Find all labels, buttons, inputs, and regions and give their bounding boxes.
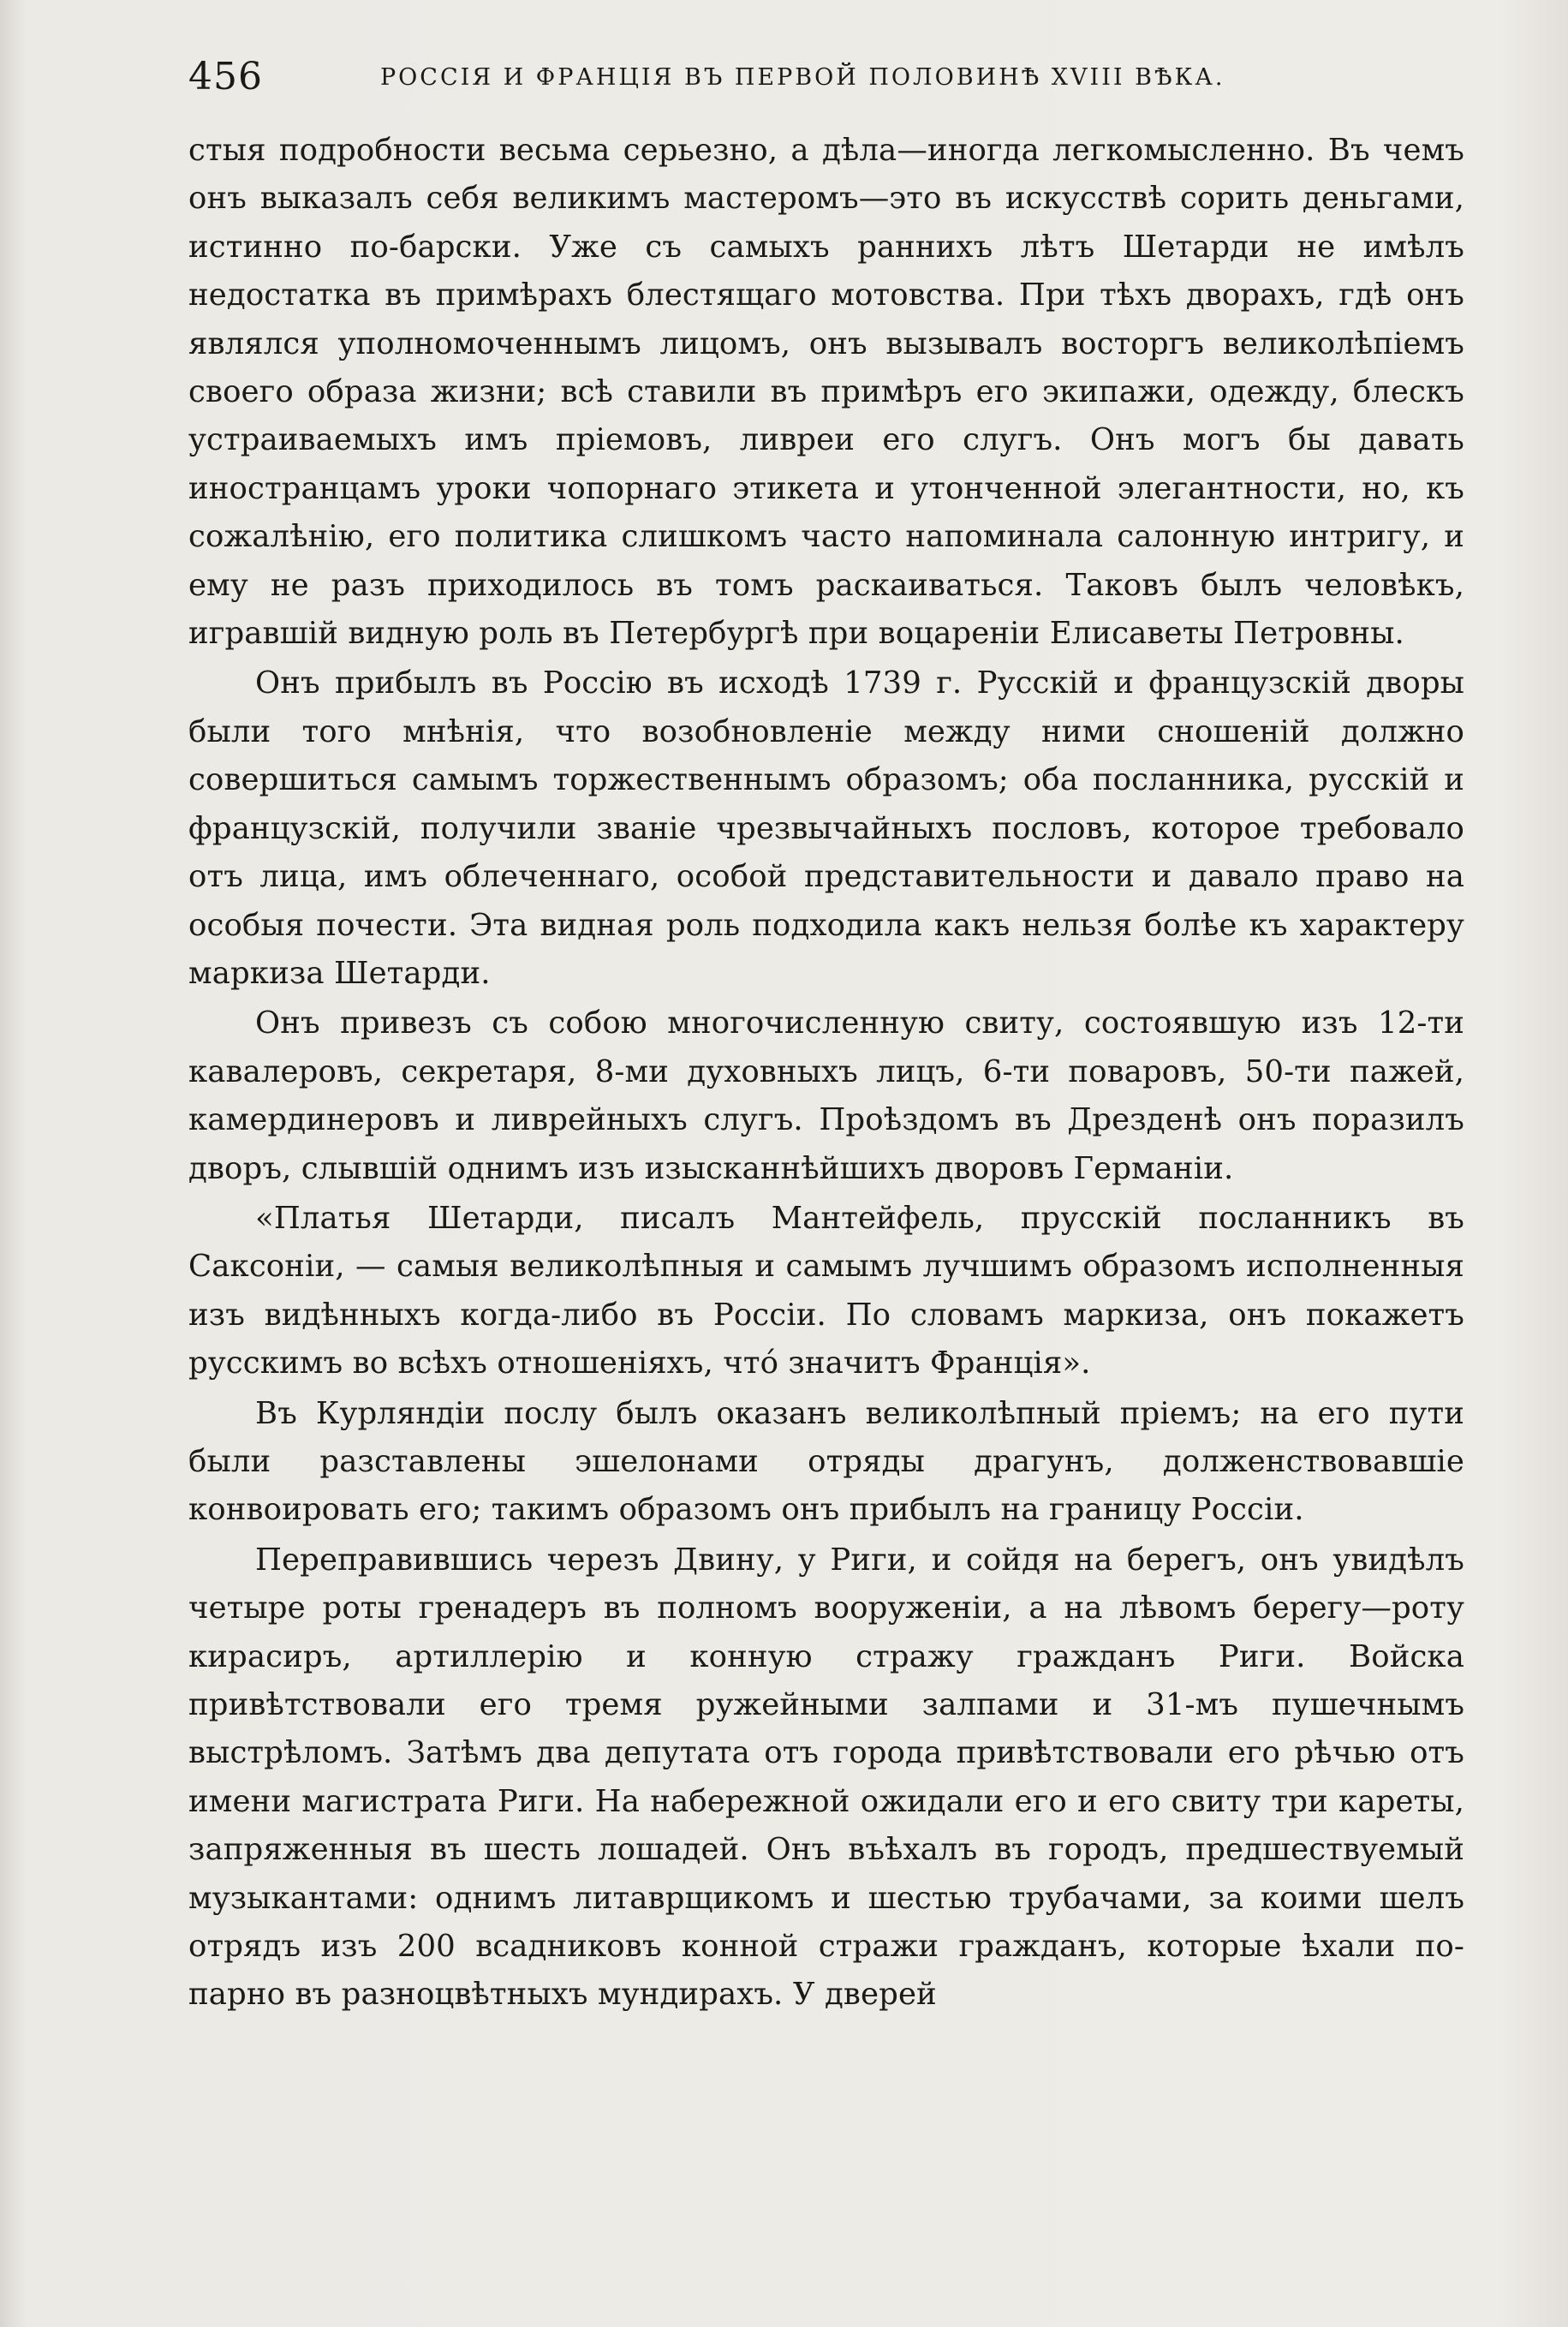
paragraph-retinue: Онъ привезъ съ собою многочисленную свиту, состоявшую изъ 12-ти кавалеровъ, секретаря, 8-ми духовныхъ лицъ, 6-ти поваровъ, 50-ти пажей, камердинеровъ и ливрейныхъ слугъ. Проѣздомъ въ Дрезденѣ онъ поразилъ дворъ, слывшій однимъ изъ изысканнѣйшихъ дворовъ Германіи. [188,1005,1464,1186]
page-header [188,51,1464,103]
page-number: 456 [188,55,263,98]
paragraph-courland: Въ Курляндіи послу былъ оказанъ великолѣпный пріемъ; на его пути были разставлены эшелонами отряды драгунъ, долженствовавшіе конвоировать его; такимъ образомъ онъ прибылъ на границу Россіи. [188,1395,1464,1528]
paragraph-arrival: Онъ прибылъ въ Россію въ исходѣ 1739 г. Русскій и французскій дворы были того мнѣнія, что возобновленіе между ними сношеній должно совершиться самымъ торжественнымъ образомъ; оба посланника, русскій и французскій, получили званіе чрезвычайныхъ пословъ, которое требовало отъ лица, имъ облеченнаго, особой представительности и давало право на особыя почести. Эта видная роль подходила какъ нельзя болѣе къ характеру маркиза Шетарди. [188,665,1464,991]
paragraph-continued: стыя подробности весьма серьезно, а дѣла—иногда легкомысленно. Въ чемъ онъ выказалъ себя великимъ мастеромъ—это въ искусствѣ сорить деньгами, истинно по-барски. Уже съ самыхъ раннихъ лѣтъ Шетарди не имѣлъ недостатка въ примѣрахъ блестящаго мотовства. При тѣхъ дворахъ, гдѣ онъ являлся уполномоченнымъ лицомъ, онъ вызывалъ восторгъ великолѣпіемъ своего образа жизни; всѣ ставили въ примѣръ его экипажи, одежду, блескъ устраиваемыхъ имъ пріемовъ, ливреи его слугъ. Онъ могъ бы давать иностранцамъ уроки чопорнаго этикета и утонченной элегантности, но, къ сожалѣнію, его политика слишкомъ часто напоминала салонную интригу, и ему не разъ приходилось въ томъ раскаиваться. Таковъ былъ человѣкъ, игравшій видную роль въ Петербургѣ при воцареніи Елисаветы Петровны. [188,133,1464,652]
paragraph-quote: «Платья Шетарди, писалъ Мантейфель, прусскій посланникъ въ Саксоніи, — самыя великолѣпныя и самымъ лучшимъ образомъ исполненныя изъ видѣнныхъ когда-либо въ Россіи. По словамъ маркиза, онъ покажетъ русскимъ во всѣхъ отношеніяхъ, что́ значитъ Франція». [188,1200,1464,1381]
paragraph-riga: Переправившись черезъ Двину, у Риги, и сойдя на берегъ, онъ увидѣлъ четыре роты гренадеръ въ полномъ вооруженіи, а на лѣвомъ берегу—роту кирасиръ, артиллерію и конную стражу гражданъ Риги. Войска привѣтствовали его тремя ружейными залпами и 31-мъ пушечнымъ выстрѣломъ. Затѣмъ два депутата отъ города привѣтствовали его рѣчью отъ имени магистрата Риги. На набережной ожидали его и его свиту три кареты, запряженныя въ шесть лошадей. Онъ въѣхалъ въ городъ, предшествуемый музыкантами: однимъ литаврщикомъ и шестью трубачами, за коими шелъ отрядъ изъ 200 всадниковъ конной стражи гражданъ, которые ѣхали по-парно въ разноцвѣтныхъ мундирахъ. У дверей [188,1542,1464,2013]
running-head: РОССІЯ И ФРАНЦІЯ ВЪ ПЕРВОЙ ПОЛОВИНѢ XVIII ВѢКА. [380,64,1225,91]
body-text [188,127,1464,2021]
